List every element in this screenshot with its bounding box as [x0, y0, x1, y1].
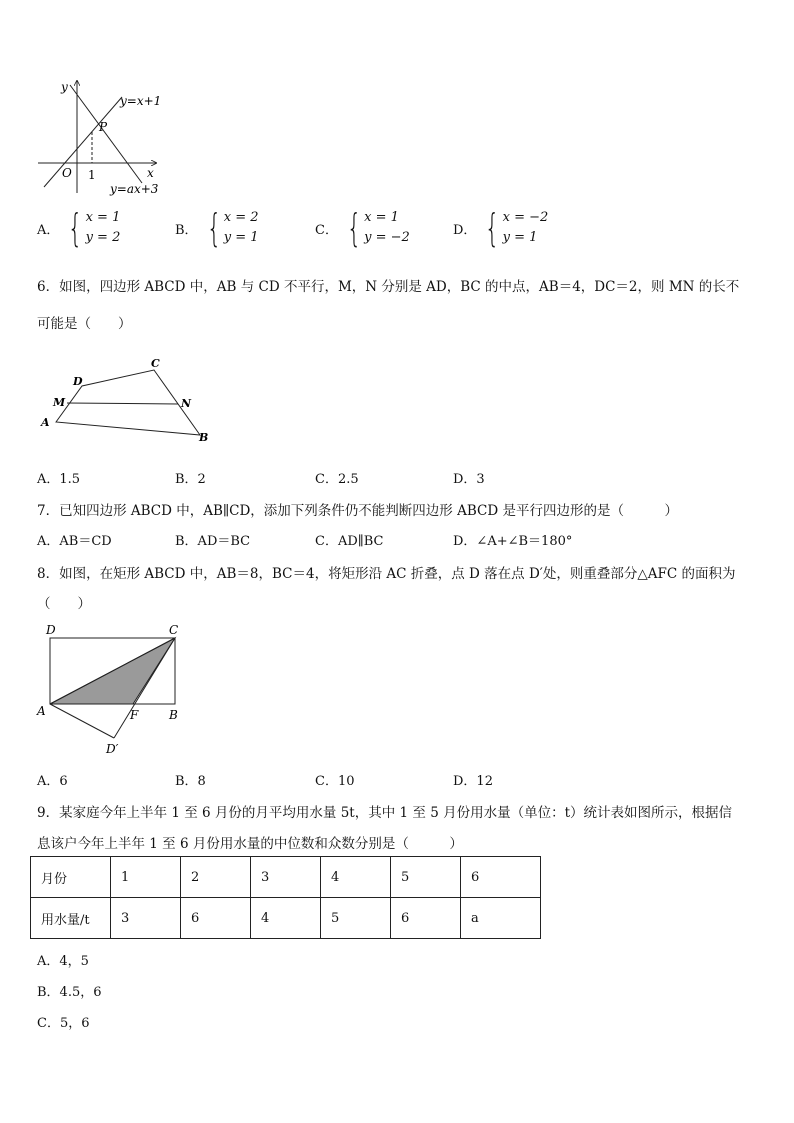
segment-a-dprime: [50, 704, 114, 738]
label-d-prime: D′: [106, 742, 119, 756]
label-line2: y=ax+3: [110, 182, 159, 196]
q9-option-c[interactable]: C．5，6: [37, 1016, 90, 1031]
table-cell: 6: [461, 857, 541, 898]
segment-mn: [67, 403, 178, 404]
q8-option-c[interactable]: C．10: [315, 774, 355, 789]
table-cell: 4: [251, 898, 321, 939]
table-cell: 2: [181, 857, 251, 898]
q9-option-a[interactable]: A．4，5: [37, 954, 89, 969]
label-c: C: [169, 623, 179, 637]
brace-icon: {: [206, 206, 221, 250]
eq-line: x = 1: [364, 210, 399, 225]
eq-line: x = 2: [223, 210, 259, 225]
label-point-p: P: [99, 120, 108, 134]
q5-option-a[interactable]: [37, 208, 120, 248]
q7-option-a[interactable]: A．AB＝CD: [37, 534, 112, 549]
label-b: B: [199, 431, 209, 444]
table-cell: 1: [111, 857, 181, 898]
table-row: [31, 857, 541, 898]
option-letter: C．: [315, 222, 338, 238]
q7-option-c[interactable]: C．AD∥BC: [315, 534, 384, 549]
q6-option-a[interactable]: A．1.5: [37, 472, 81, 487]
label-d: D: [73, 375, 83, 388]
table-cell: 5: [391, 857, 461, 898]
q8-option-a[interactable]: A．6: [37, 774, 68, 789]
brace-icon: {: [485, 206, 500, 250]
label-a: A: [37, 704, 46, 718]
q5-option-d[interactable]: [453, 208, 548, 248]
q7-option-d[interactable]: D．∠A+∠B＝180°: [453, 534, 573, 549]
table-cell: 3: [251, 857, 321, 898]
brace-icon: {: [68, 206, 83, 250]
q9-text-line1: 9．某家庭今年上半年 1 至 6 月份的月平均用水量 5t，其中 1 至 5 月份用水量（单位：t）统计表如图所示，根据信: [37, 805, 733, 821]
q8-option-b[interactable]: B．8: [175, 774, 206, 789]
q6-option-d[interactable]: D．3: [453, 472, 485, 487]
q9-option-b[interactable]: B．4.5，6: [37, 985, 102, 1000]
table-cell: 6: [181, 898, 251, 939]
q8-text-line1: 8．如图，在矩形 ABCD 中，AB＝8，BC＝4，将矩形沿 AC 折叠，点 D 落在点 D′处，则重叠部分△AFC 的面积为: [37, 566, 736, 582]
table-cell: 5: [321, 898, 391, 939]
eq-line: x = −2: [502, 210, 549, 225]
label-f: F: [130, 708, 139, 722]
q6-option-b[interactable]: B．2: [175, 472, 206, 487]
q6-text-line2: 可能是（ ）: [37, 316, 132, 332]
table-cell: 4: [321, 857, 391, 898]
line-y-x-plus-1: [44, 97, 122, 187]
eq-line: y = −2: [364, 230, 410, 245]
q7-option-b[interactable]: B．AD＝BC: [175, 534, 251, 549]
eq-line: y = 1: [223, 230, 259, 245]
option-letter: A．: [37, 222, 60, 238]
eq-line: y = 1: [502, 230, 538, 245]
brace-icon: {: [346, 206, 362, 250]
q5-option-c[interactable]: [315, 208, 410, 248]
q6-option-c[interactable]: C．2.5: [315, 472, 359, 487]
table-cell: 6: [391, 898, 461, 939]
label-b: B: [169, 708, 178, 722]
q6-figure: [35, 355, 220, 450]
eq-line: y = 2: [85, 230, 121, 245]
eq-line: x = 1: [85, 210, 121, 225]
q5-graph: [30, 75, 170, 200]
q8-figure: [35, 620, 190, 760]
table-cell: 3: [111, 898, 181, 939]
q8-text-line2: （ ）: [37, 596, 91, 612]
q6-text-line1: 6．如图，四边形 ABCD 中，AB 与 CD 不平行，M，N 分别是 AD，BC 的中点，AB＝4，DC＝2，则 MN 的长不: [37, 279, 740, 295]
table-row: [31, 898, 541, 939]
option-letter: D．: [453, 222, 477, 238]
q8-option-d[interactable]: D．12: [453, 774, 493, 789]
table-cell: a: [461, 898, 541, 939]
label-d: D: [46, 623, 56, 637]
label-a: A: [41, 416, 50, 429]
q5-option-b[interactable]: [175, 208, 259, 248]
option-letter: B．: [175, 222, 198, 238]
q9-text-line2: 息该户今年上半年 1 至 6 月份用水量的中位数和众数分别是（ ）: [37, 836, 463, 852]
label-n: N: [181, 397, 192, 410]
q7-text: 7．已知四边形 ABCD 中，AB∥CD，添加下列条件仍不能判断四边形 ABCD 是平行四边形的是（ ）: [37, 503, 678, 519]
table-header-cell: 用水量/t: [31, 898, 111, 939]
label-x-axis: x: [147, 166, 154, 180]
table-header-cell: 月份: [31, 857, 111, 898]
label-y-axis: y: [61, 80, 68, 94]
label-c: C: [151, 357, 160, 370]
water-usage-table: [30, 856, 541, 939]
label-origin: O: [62, 166, 72, 180]
label-line1: y=x+1: [120, 94, 162, 108]
label-tick-1: 1: [88, 168, 96, 182]
label-m: M: [53, 396, 66, 409]
